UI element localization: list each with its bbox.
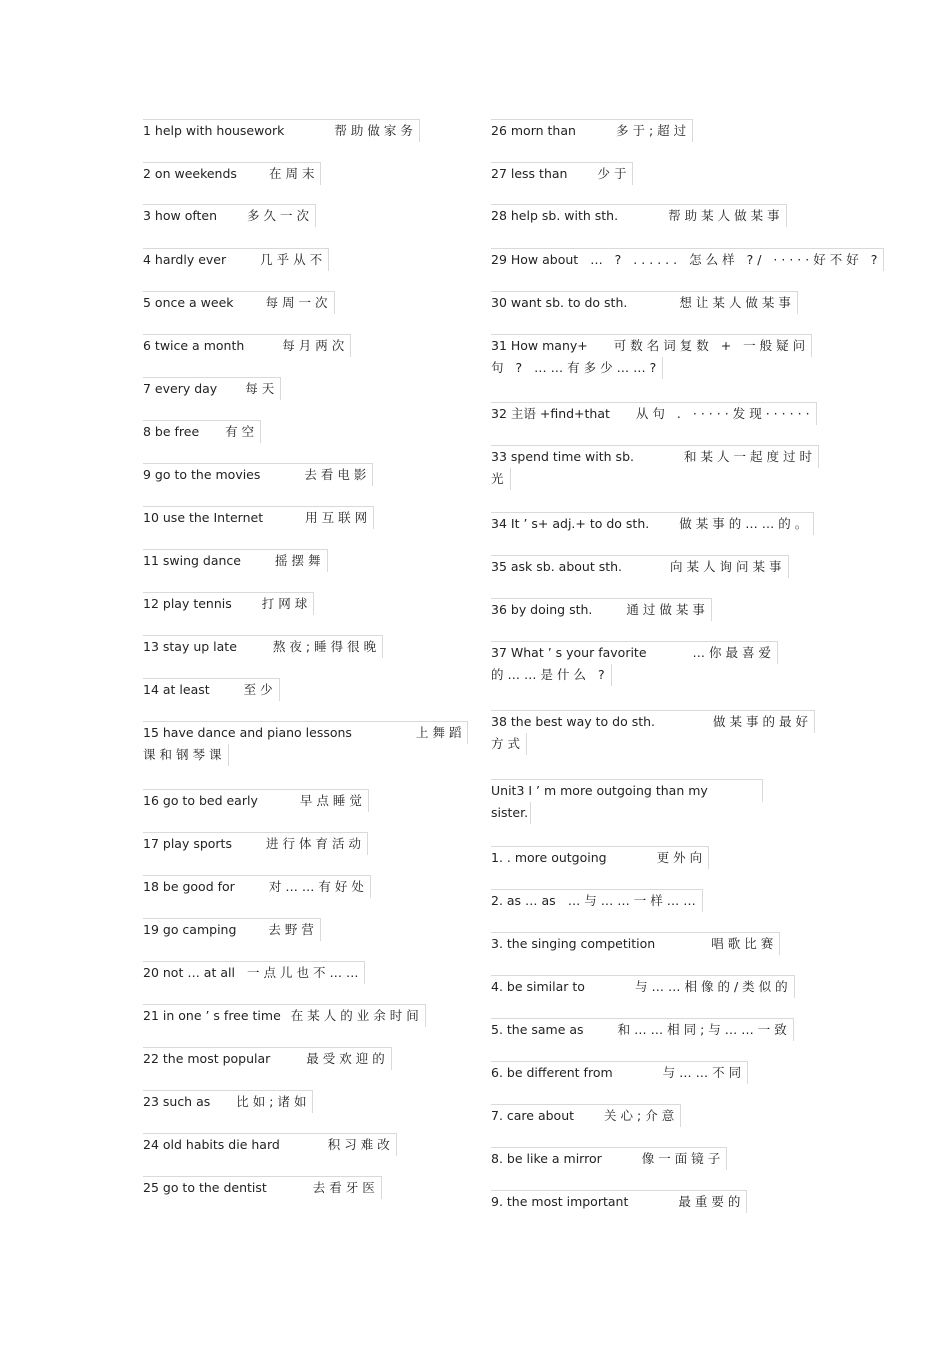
english-phrase: 6. be different from bbox=[491, 1065, 613, 1080]
english-phrase: 18 be good for bbox=[143, 879, 235, 894]
english-phrase: 9 go to the movies bbox=[143, 467, 261, 482]
chinese-meaning: 向某人询问某事 bbox=[670, 559, 786, 574]
chinese-meaning: 做某事的最好 bbox=[713, 714, 813, 729]
vocab-entry bbox=[491, 641, 778, 686]
vocab-entry bbox=[491, 1061, 748, 1084]
chinese-meaning: 摇摆舞 bbox=[275, 553, 325, 568]
english-phrase: 32 主语 +find+that bbox=[491, 406, 610, 421]
chinese-meaning: 多久一次 bbox=[247, 208, 314, 223]
chinese-meaning: …你最喜爱 bbox=[692, 645, 776, 660]
entry-line bbox=[491, 162, 633, 185]
vocab-entry bbox=[143, 248, 329, 271]
chinese-meaning: 进行体育活动 bbox=[265, 836, 365, 851]
english-phrase: 36 by doing sth. bbox=[491, 602, 593, 617]
continuation-text: 课和钢琴课 bbox=[143, 744, 229, 766]
vocab-entry bbox=[143, 377, 281, 400]
english-phrase: 22 the most popular bbox=[143, 1051, 271, 1066]
chinese-meaning: 打网球 bbox=[261, 596, 312, 611]
english-phrase: 3 how often bbox=[143, 208, 218, 223]
vocab-entry bbox=[491, 975, 795, 998]
entry-line bbox=[143, 635, 383, 658]
english-phrase: 2 on weekends bbox=[143, 166, 237, 181]
entry-line bbox=[491, 1104, 681, 1127]
chinese-meaning: 去野营 bbox=[268, 922, 318, 937]
vocab-entry bbox=[491, 889, 703, 912]
entry-line bbox=[143, 1176, 382, 1199]
english-phrase: 14 at least bbox=[143, 682, 210, 697]
english-phrase: 37 What ’ s your favorite bbox=[491, 645, 647, 660]
continuation-text: 光 bbox=[491, 468, 511, 490]
vocab-entry bbox=[143, 635, 383, 658]
vocab-entry bbox=[491, 445, 819, 490]
vocab-entry bbox=[143, 1176, 382, 1199]
english-phrase: 12 play tennis bbox=[143, 596, 232, 611]
vocab-entry bbox=[491, 334, 812, 379]
english-phrase: 21 in one ’ s free time bbox=[143, 1008, 281, 1023]
chinese-meaning: 少于 bbox=[597, 166, 631, 181]
english-phrase: 30 want sb. to do sth. bbox=[491, 295, 628, 310]
english-phrase: 1. . more outgoing bbox=[491, 850, 607, 865]
chinese-meaning: … ? ...... 怎么样 ?/ ·····好不好 ? bbox=[590, 252, 882, 267]
english-phrase: 38 the best way to do sth. bbox=[491, 714, 656, 729]
vocab-entry bbox=[143, 1004, 426, 1027]
entry-line bbox=[491, 1190, 747, 1213]
entry-line bbox=[491, 598, 712, 621]
entry-line bbox=[143, 1047, 392, 1070]
english-phrase: 34 It ’ s+ adj.+ to do sth. bbox=[491, 516, 650, 531]
entry-line bbox=[491, 1061, 748, 1084]
english-phrase: 5. the same as bbox=[491, 1022, 584, 1037]
vocab-entry bbox=[143, 549, 328, 572]
english-phrase: 2. as … as bbox=[491, 893, 556, 908]
english-phrase: 8. be like a mirror bbox=[491, 1151, 602, 1166]
entry-line bbox=[491, 1147, 727, 1170]
entry-line bbox=[143, 875, 371, 898]
entry-line bbox=[491, 555, 789, 578]
english-phrase: 13 stay up late bbox=[143, 639, 237, 654]
english-phrase: 33 spend time with sb. bbox=[491, 449, 634, 464]
chinese-meaning: 关心;介意 bbox=[604, 1108, 679, 1123]
english-phrase: 35 ask sb. about sth. bbox=[491, 559, 623, 574]
vocab-entry bbox=[491, 555, 789, 578]
chinese-meaning: 与……相像的/类似的 bbox=[634, 979, 792, 994]
vocab-entry bbox=[491, 779, 763, 824]
entry-line bbox=[143, 789, 369, 812]
chinese-meaning: 每月两次 bbox=[282, 338, 349, 353]
entry-line bbox=[143, 1004, 426, 1027]
entry-line bbox=[143, 377, 281, 400]
english-phrase: 3. the singing competition bbox=[491, 936, 656, 951]
entry-line bbox=[491, 291, 798, 314]
chinese-meaning: 几乎从不 bbox=[260, 252, 327, 267]
entry-line bbox=[143, 1133, 397, 1156]
continuation-text: sister. bbox=[491, 802, 531, 824]
english-phrase: 7. care about bbox=[491, 1108, 575, 1123]
english-phrase: 23 such as bbox=[143, 1094, 211, 1109]
chinese-meaning: 可数名词复数 + 一般疑问 bbox=[613, 338, 810, 353]
english-phrase: 17 play sports bbox=[143, 836, 232, 851]
entry-line bbox=[143, 162, 321, 185]
english-phrase: 24 old habits die hard bbox=[143, 1137, 280, 1152]
chinese-meaning: 想让某人做某事 bbox=[679, 295, 795, 310]
english-phrase: 5 once a week bbox=[143, 295, 234, 310]
chinese-meaning: 做某事的……的。 bbox=[679, 516, 812, 531]
chinese-meaning: 熬夜;睡得很晚 bbox=[272, 639, 381, 654]
entry-line bbox=[491, 1018, 794, 1041]
entry-line bbox=[491, 402, 817, 425]
entry-line bbox=[143, 463, 373, 486]
vocab-entry bbox=[491, 846, 709, 869]
chinese-meaning: 在某人的业余时间 bbox=[290, 1008, 423, 1023]
vocab-entry bbox=[491, 291, 798, 314]
chinese-meaning: 和某人一起度过时 bbox=[683, 449, 816, 464]
english-phrase: 27 less than bbox=[491, 166, 568, 181]
english-phrase: 1 help with housework bbox=[143, 123, 285, 138]
vocab-entry bbox=[143, 1133, 397, 1156]
vocab-entry bbox=[491, 512, 814, 535]
english-phrase: 20 not … at all bbox=[143, 965, 235, 980]
vocab-entry bbox=[143, 592, 314, 615]
vocab-entry bbox=[491, 162, 633, 185]
chinese-meaning: 从句 . ·····发现······ bbox=[635, 406, 814, 421]
chinese-meaning: 每周一次 bbox=[265, 295, 332, 310]
entry-line bbox=[143, 918, 321, 941]
entry-line bbox=[491, 334, 812, 357]
vocab-entry bbox=[491, 248, 884, 271]
entry-line bbox=[491, 204, 787, 227]
vocab-entry bbox=[143, 506, 374, 529]
english-phrase: 11 swing dance bbox=[143, 553, 241, 568]
english-phrase: 26 morn than bbox=[491, 123, 576, 138]
english-phrase: 6 twice a month bbox=[143, 338, 245, 353]
entry-line bbox=[491, 641, 778, 664]
entry-line bbox=[491, 846, 709, 869]
vocab-entry bbox=[143, 204, 316, 227]
vocab-entry bbox=[143, 678, 280, 701]
chinese-meaning: 帮助某人做某事 bbox=[668, 208, 784, 223]
vocab-entry bbox=[491, 598, 712, 621]
english-phrase: 19 go camping bbox=[143, 922, 237, 937]
vocab-entry bbox=[143, 119, 420, 142]
entry-line bbox=[491, 932, 780, 955]
english-phrase: 4 hardly ever bbox=[143, 252, 227, 267]
entry-line bbox=[491, 445, 819, 468]
entry-line bbox=[143, 721, 468, 744]
vocab-entry bbox=[491, 932, 780, 955]
english-phrase: 31 How many+ bbox=[491, 338, 588, 353]
vocab-entry bbox=[143, 162, 321, 185]
english-phrase: 8 be free bbox=[143, 424, 200, 439]
chinese-meaning: 最重要的 bbox=[678, 1194, 745, 1209]
chinese-meaning: 去看牙医 bbox=[312, 1180, 379, 1195]
entry-line bbox=[143, 204, 316, 227]
vocab-entry bbox=[491, 1147, 727, 1170]
entry-line bbox=[143, 592, 314, 615]
vocab-entry bbox=[143, 420, 261, 443]
entry-line bbox=[143, 119, 420, 142]
entry-line bbox=[143, 248, 329, 271]
english-phrase: 9. the most important bbox=[491, 1194, 629, 1209]
vocab-entry bbox=[143, 721, 468, 766]
chinese-meaning: 像一面镜子 bbox=[641, 1151, 725, 1166]
chinese-meaning: 用互联网 bbox=[305, 510, 372, 525]
entry-line bbox=[143, 506, 374, 529]
chinese-meaning: 对……有好处 bbox=[268, 879, 368, 894]
entry-line bbox=[143, 832, 368, 855]
chinese-meaning: 最受欢迎的 bbox=[306, 1051, 389, 1066]
chinese-meaning: 至少 bbox=[243, 682, 277, 697]
chinese-meaning: 更外向 bbox=[656, 850, 707, 865]
entry-line bbox=[143, 420, 261, 443]
vocab-entry bbox=[491, 119, 693, 142]
chinese-meaning: 一点儿也不…… bbox=[246, 965, 363, 980]
entry-line bbox=[143, 334, 351, 357]
chinese-meaning: 去看电影 bbox=[304, 467, 371, 482]
chinese-meaning: …与……一样…… bbox=[567, 893, 700, 908]
english-phrase: 7 every day bbox=[143, 381, 218, 396]
continuation-text: 的……是什么 ? bbox=[491, 664, 612, 686]
chinese-meaning: 每天 bbox=[245, 381, 279, 396]
english-phrase: 16 go to bed early bbox=[143, 793, 258, 808]
vocab-entry bbox=[143, 918, 321, 941]
continuation-text: 方式 bbox=[491, 733, 527, 755]
chinese-meaning: 通过做某事 bbox=[626, 602, 709, 617]
english-phrase: 25 go to the dentist bbox=[143, 1180, 267, 1195]
chinese-meaning: 和……相同;与……一致 bbox=[617, 1022, 791, 1037]
vocab-entry bbox=[491, 1104, 681, 1127]
entry-line bbox=[491, 975, 795, 998]
entry-line bbox=[491, 889, 703, 912]
vocab-entry bbox=[491, 204, 787, 227]
entry-line bbox=[143, 1090, 313, 1113]
vocab-entry bbox=[143, 1090, 313, 1113]
vocab-entry bbox=[143, 291, 335, 314]
chinese-meaning: 多于;超过 bbox=[615, 123, 691, 138]
entry-line bbox=[491, 710, 815, 733]
english-phrase: 15 have dance and piano lessons bbox=[143, 725, 352, 740]
continuation-text: 句 ? ……有多少……? bbox=[491, 357, 663, 379]
entry-line bbox=[143, 678, 280, 701]
chinese-meaning: 有空 bbox=[225, 424, 259, 439]
entry-line bbox=[143, 961, 365, 984]
entry-line bbox=[491, 119, 693, 142]
english-phrase: 4. be similar to bbox=[491, 979, 585, 994]
entry-line bbox=[143, 549, 328, 572]
english-phrase: Unit3 I ’ m more outgoing than my bbox=[491, 783, 708, 798]
vocab-entry bbox=[143, 334, 351, 357]
chinese-meaning: 上舞蹈 bbox=[415, 725, 466, 740]
chinese-meaning: 在周末 bbox=[268, 166, 319, 181]
vocab-entry bbox=[143, 875, 371, 898]
english-phrase: 29 How about bbox=[491, 252, 579, 267]
vocab-entry bbox=[491, 1018, 794, 1041]
chinese-meaning: 比如;诸如 bbox=[236, 1094, 311, 1109]
chinese-meaning: 与……不同 bbox=[662, 1065, 746, 1080]
vocab-entry bbox=[143, 832, 368, 855]
vocab-entry bbox=[491, 710, 815, 755]
vocab-entry bbox=[143, 789, 369, 812]
vocab-entry bbox=[143, 463, 373, 486]
english-phrase: 28 help sb. with sth. bbox=[491, 208, 619, 223]
vocab-entry bbox=[143, 1047, 392, 1070]
english-phrase: 10 use the Internet bbox=[143, 510, 264, 525]
vocab-entry bbox=[143, 961, 365, 984]
chinese-meaning: 早点睡觉 bbox=[299, 793, 366, 808]
entry-line bbox=[143, 291, 335, 314]
entry-line bbox=[491, 779, 763, 802]
chinese-meaning: 帮助做家务 bbox=[334, 123, 417, 138]
chinese-meaning: 唱歌比赛 bbox=[711, 936, 778, 951]
entry-line bbox=[491, 248, 884, 271]
entry-line bbox=[491, 512, 814, 535]
chinese-meaning: 积习难改 bbox=[327, 1137, 394, 1152]
vocab-entry bbox=[491, 1190, 747, 1213]
vocab-entry bbox=[491, 402, 817, 425]
